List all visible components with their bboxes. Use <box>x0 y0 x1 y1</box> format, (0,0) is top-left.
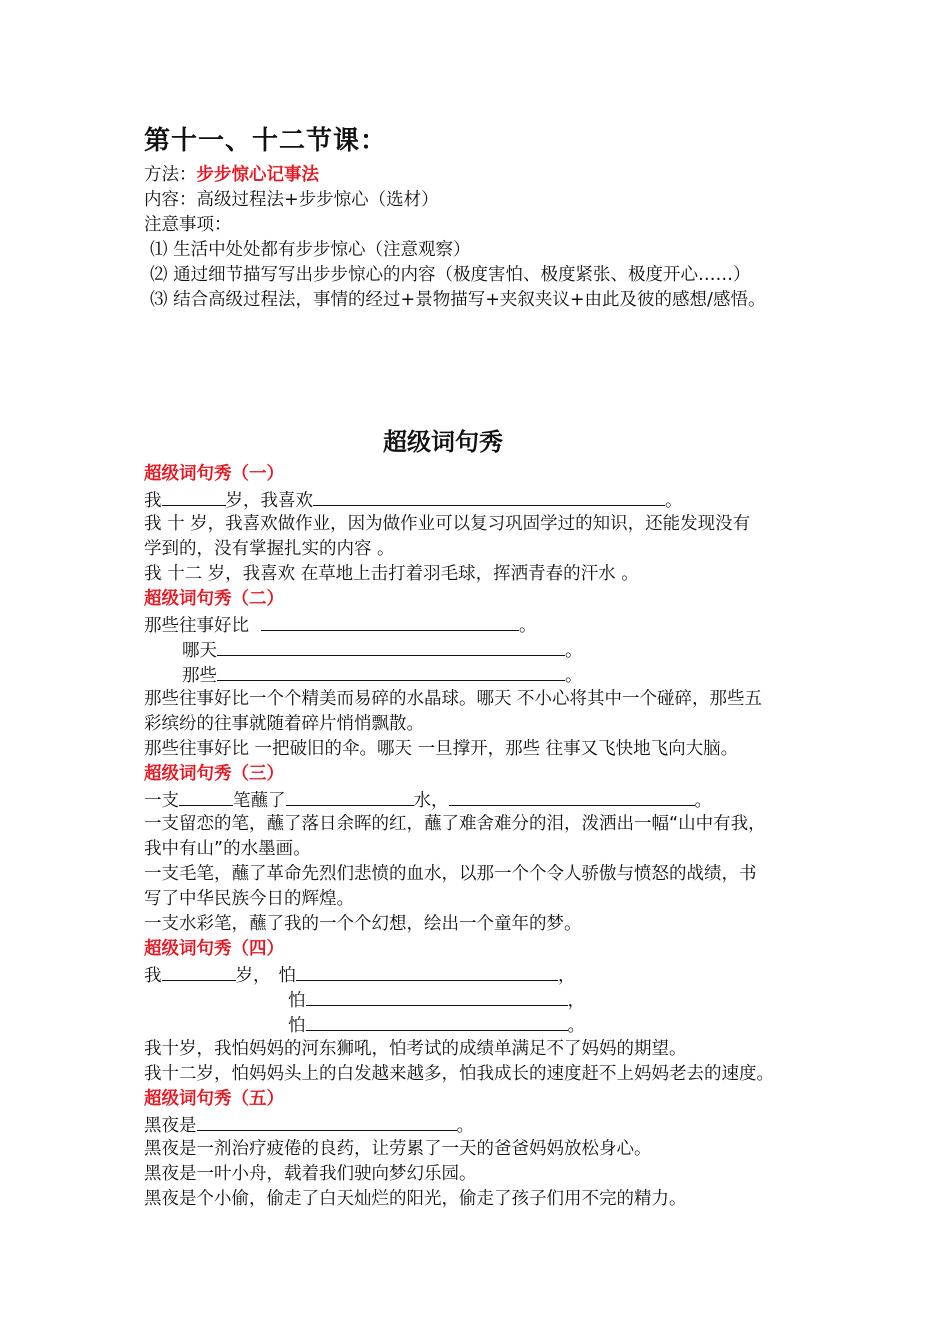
method-value: 步步惊心记事法 <box>196 165 319 185</box>
template-text: 我 <box>144 491 162 511</box>
template-text: 。 <box>456 1116 474 1136</box>
example-sentence: 那些往事好比一个个精美而易碎的水晶球。哪天 不小心将其中一个碰碎，那些五 <box>144 689 763 709</box>
blank-line <box>261 612 519 631</box>
fill-template <box>288 987 585 1014</box>
template-text: 怕 <box>278 966 296 986</box>
notes-label: 注意事项： <box>144 215 232 235</box>
fill-template <box>144 787 712 814</box>
section-heading: 超级词句秀（四） <box>144 939 284 959</box>
fill-template <box>182 637 583 664</box>
example-sentence: 黑夜是个小偷，偷走了白天灿烂的阳光，偷走了孩子们用不完的精力。 <box>144 1189 687 1209</box>
blank-line <box>286 787 414 806</box>
template-text: 笔蘸了 <box>233 791 286 811</box>
blank-line <box>313 487 665 506</box>
example-sentence: 一支留恋的笔，蘸了落日余晖的红，蘸了难舍难分的泪，泼洒出一幅“山中有我， <box>144 814 766 834</box>
fill-template <box>144 1112 474 1139</box>
method-label: 方法： <box>144 165 197 185</box>
blank-line <box>162 962 236 981</box>
template-text: ， <box>567 991 585 1011</box>
section-title: 超级词句秀 <box>383 428 503 456</box>
blank-line <box>296 962 558 981</box>
note-item: ⑴ 生活中处处都有步步惊心（注意观察） <box>150 240 471 260</box>
note-item: ⑶ 结合高级过程法，事情的经过+景物描写+夹叙夹议+由此及彼的感想/感悟。 <box>150 290 766 310</box>
blank-line <box>197 1112 457 1131</box>
blank-line <box>306 1012 568 1031</box>
example-sentence: 彩缤纷的往事就随着碎片悄悄飘散。 <box>144 714 424 734</box>
fill-template <box>144 487 683 514</box>
template-text: 。 <box>567 1016 585 1036</box>
fill-template <box>144 962 576 989</box>
lesson-title: 第十一、十二节课： <box>144 126 388 156</box>
fill-template <box>144 612 537 639</box>
blank-line <box>162 487 226 506</box>
fill-template <box>182 662 583 689</box>
content-line: 内容：高级过程法+步步惊心（选材） <box>144 190 439 210</box>
example-sentence: 我 十 岁，我喜欢做作业，因为做作业可以复习巩固学过的知识，还能发现没有 <box>144 514 751 534</box>
fill-template <box>288 1012 585 1039</box>
template-text: 。 <box>565 666 583 686</box>
section-heading: 超级词句秀（五） <box>144 1089 284 1109</box>
template-text: 。 <box>694 791 712 811</box>
blank-line <box>217 637 565 656</box>
example-sentence: 那些往事好比 一把破旧的伞。哪天 一旦撑开，那些 往事又飞快地飞向大脑。 <box>144 739 739 759</box>
template-text: 黑夜是 <box>144 1116 197 1136</box>
section-heading: 超级词句秀（一） <box>144 464 284 484</box>
blank-line <box>179 787 233 806</box>
template-text: 。 <box>665 491 683 511</box>
template-text: 。 <box>565 641 583 661</box>
example-sentence: 我中有山”的水墨画。 <box>144 839 311 859</box>
blank-line <box>217 662 565 681</box>
example-sentence: 一支毛笔，蘸了革命先烈们悲愤的血水，以那一个个令人骄傲与愤怒的战绩，书 <box>144 864 757 884</box>
template-text: 那些往事好比 <box>144 616 249 636</box>
section-heading: 超级词句秀（二） <box>144 589 284 609</box>
template-text: 一支 <box>144 791 179 811</box>
example-sentence: 我十岁，我怕妈妈的河东狮吼，怕考试的成绩单满足不了妈妈的期望。 <box>144 1039 687 1059</box>
example-sentence: 学到的，没有掌握扎实的内容 。 <box>144 539 395 559</box>
template-text: ， <box>558 966 576 986</box>
template-text: 岁，我喜欢 <box>225 491 313 511</box>
example-sentence: 我 十二 岁，我喜欢 在草地上击打着羽毛球，挥洒青春的汗水 。 <box>144 564 639 584</box>
template-text: 怕 <box>288 991 306 1011</box>
template-text: 怕 <box>288 1016 306 1036</box>
section-heading: 超级词句秀（三） <box>144 764 284 784</box>
example-sentence: 写了中华民族今日的辉煌。 <box>144 889 354 909</box>
template-text: 。 <box>519 616 537 636</box>
template-text: 我 <box>144 966 162 986</box>
template-text: 水， <box>413 791 449 811</box>
template-text: 岁， <box>235 966 271 986</box>
blank-line <box>449 787 695 806</box>
example-sentence: 黑夜是一叶小舟，载着我们驶向梦幻乐园。 <box>144 1164 477 1184</box>
template-text: 哪天 <box>182 641 217 661</box>
method-line <box>144 163 319 188</box>
example-sentence: 黑夜是一剂治疗疲倦的良药，让劳累了一天的爸爸妈妈放松身心。 <box>144 1139 652 1159</box>
note-item: ⑵ 通过细节描写写出步步惊心的内容（极度害怕、极度紧张、极度开心……） <box>150 265 751 285</box>
template-text: 那些 <box>182 666 217 686</box>
example-sentence: 我十二岁，怕妈妈头上的白发越来越多，怕我成长的速度赶不上妈妈老去的速度。 <box>144 1064 774 1084</box>
example-sentence: 一支水彩笔，蘸了我的一个个幻想，绘出一个童年的梦。 <box>144 914 582 934</box>
blank-line <box>306 987 568 1006</box>
